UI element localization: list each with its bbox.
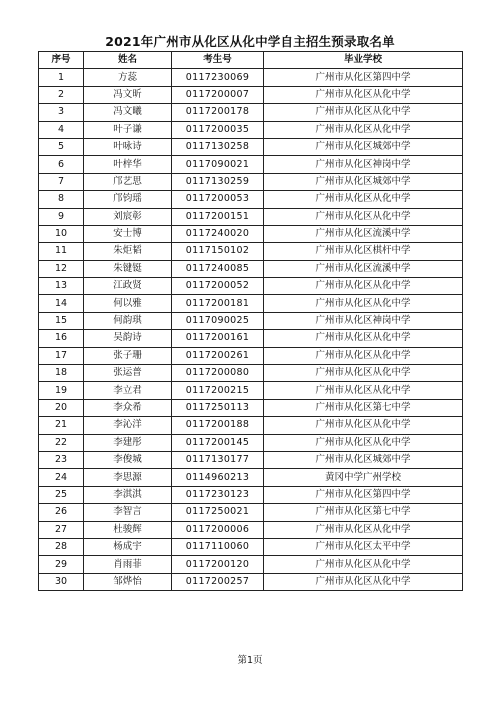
cell-name: 方蕊 bbox=[84, 69, 172, 86]
header-seq: 序号 bbox=[39, 52, 84, 69]
cell-name: 李俊城 bbox=[84, 451, 172, 468]
cell-school: 黄冈中学广州学校 bbox=[264, 469, 463, 486]
cell-exam-no: 0117130259 bbox=[172, 173, 264, 190]
cell-name: 李众希 bbox=[84, 399, 172, 416]
cell-name: 叶咏诗 bbox=[84, 138, 172, 155]
cell-name: 李智言 bbox=[84, 504, 172, 521]
cell-exam-no: 0117230123 bbox=[172, 486, 264, 503]
cell-name: 邹烨怡 bbox=[84, 573, 172, 590]
cell-school: 广州市从化区第四中学 bbox=[264, 486, 463, 503]
cell-name: 肖雨菲 bbox=[84, 556, 172, 573]
table-row bbox=[39, 330, 463, 347]
table-row bbox=[39, 156, 463, 173]
cell-seq: 28 bbox=[39, 538, 84, 555]
table-row bbox=[39, 399, 463, 416]
cell-exam-no: 0117200120 bbox=[172, 556, 264, 573]
cell-name: 杜骏辉 bbox=[84, 521, 172, 538]
cell-name: 吴韵诗 bbox=[84, 330, 172, 347]
cell-exam-no: 0117130258 bbox=[172, 138, 264, 155]
cell-seq: 4 bbox=[39, 121, 84, 138]
table-row bbox=[39, 295, 463, 312]
cell-seq: 13 bbox=[39, 278, 84, 295]
cell-school: 广州市从化区城郊中学 bbox=[264, 138, 463, 155]
table-row bbox=[39, 434, 463, 451]
cell-exam-no: 0117200188 bbox=[172, 417, 264, 434]
cell-name: 张运普 bbox=[84, 365, 172, 382]
cell-exam-no: 0117240020 bbox=[172, 225, 264, 242]
cell-exam-no: 0117090021 bbox=[172, 156, 264, 173]
cell-school: 广州市从化区从化中学 bbox=[264, 573, 463, 590]
cell-exam-no: 0117200007 bbox=[172, 86, 264, 103]
cell-school: 广州市从化区城郊中学 bbox=[264, 451, 463, 468]
table-row bbox=[39, 451, 463, 468]
cell-exam-no: 0114960213 bbox=[172, 469, 264, 486]
table-row bbox=[39, 104, 463, 121]
table-row bbox=[39, 486, 463, 503]
table-row bbox=[39, 86, 463, 103]
cell-exam-no: 0117200181 bbox=[172, 295, 264, 312]
cell-exam-no: 0117200006 bbox=[172, 521, 264, 538]
cell-name: 冯文昕 bbox=[84, 86, 172, 103]
cell-school: 广州市从化区棋杆中学 bbox=[264, 243, 463, 260]
cell-seq: 30 bbox=[39, 573, 84, 590]
cell-name: 李建彤 bbox=[84, 434, 172, 451]
cell-school: 广州市从化区第七中学 bbox=[264, 399, 463, 416]
table-row bbox=[39, 538, 463, 555]
cell-name: 邝艺思 bbox=[84, 173, 172, 190]
cell-exam-no: 0117200161 bbox=[172, 330, 264, 347]
cell-exam-no: 0117200178 bbox=[172, 104, 264, 121]
table-row bbox=[39, 573, 463, 590]
cell-exam-no: 0117200035 bbox=[172, 121, 264, 138]
cell-seq: 2 bbox=[39, 86, 84, 103]
cell-seq: 20 bbox=[39, 399, 84, 416]
cell-name: 李淇淇 bbox=[84, 486, 172, 503]
cell-name: 安士博 bbox=[84, 225, 172, 242]
table-row bbox=[39, 556, 463, 573]
table-row bbox=[39, 69, 463, 86]
cell-seq: 14 bbox=[39, 295, 84, 312]
cell-seq: 15 bbox=[39, 312, 84, 329]
header-exam-no: 考生号 bbox=[172, 52, 264, 69]
table-row bbox=[39, 260, 463, 277]
cell-school: 广州市从化区从化中学 bbox=[264, 434, 463, 451]
cell-school: 广州市从化区从化中学 bbox=[264, 208, 463, 225]
cell-name: 李沁洋 bbox=[84, 417, 172, 434]
cell-exam-no: 0117200080 bbox=[172, 365, 264, 382]
cell-seq: 6 bbox=[39, 156, 84, 173]
cell-school: 广州市从化区流溪中学 bbox=[264, 225, 463, 242]
cell-name: 叶梓华 bbox=[84, 156, 172, 173]
cell-name: 叶子谦 bbox=[84, 121, 172, 138]
cell-name: 杨成宇 bbox=[84, 538, 172, 555]
table-row bbox=[39, 382, 463, 399]
cell-exam-no: 0117090025 bbox=[172, 312, 264, 329]
table-row bbox=[39, 138, 463, 155]
cell-seq: 11 bbox=[39, 243, 84, 260]
cell-seq: 24 bbox=[39, 469, 84, 486]
cell-exam-no: 0117110060 bbox=[172, 538, 264, 555]
table-row bbox=[39, 365, 463, 382]
cell-seq: 27 bbox=[39, 521, 84, 538]
cell-seq: 9 bbox=[39, 208, 84, 225]
cell-school: 广州市从化区太平中学 bbox=[264, 538, 463, 555]
cell-seq: 3 bbox=[39, 104, 84, 121]
cell-seq: 10 bbox=[39, 225, 84, 242]
cell-school: 广州市从化区从化中学 bbox=[264, 417, 463, 434]
cell-seq: 19 bbox=[39, 382, 84, 399]
cell-exam-no: 0117200145 bbox=[172, 434, 264, 451]
cell-name: 朱键铤 bbox=[84, 260, 172, 277]
cell-name: 张子珊 bbox=[84, 347, 172, 364]
cell-seq: 7 bbox=[39, 173, 84, 190]
cell-exam-no: 0117200215 bbox=[172, 382, 264, 399]
table-row bbox=[39, 469, 463, 486]
cell-school: 广州市从化区流溪中学 bbox=[264, 260, 463, 277]
cell-school: 广州市从化区从化中学 bbox=[264, 382, 463, 399]
table-header bbox=[39, 52, 463, 69]
cell-exam-no: 0117130177 bbox=[172, 451, 264, 468]
cell-seq: 5 bbox=[39, 138, 84, 155]
cell-school: 广州市从化区从化中学 bbox=[264, 330, 463, 347]
cell-exam-no: 0117200053 bbox=[172, 191, 264, 208]
cell-name: 刘宸彰 bbox=[84, 208, 172, 225]
header-name: 姓名 bbox=[84, 52, 172, 69]
cell-seq: 23 bbox=[39, 451, 84, 468]
cell-name: 何以雅 bbox=[84, 295, 172, 312]
table-row bbox=[39, 173, 463, 190]
cell-exam-no: 0117200052 bbox=[172, 278, 264, 295]
table-row bbox=[39, 278, 463, 295]
table-row bbox=[39, 121, 463, 138]
cell-seq: 8 bbox=[39, 191, 84, 208]
cell-school: 广州市从化区从化中学 bbox=[264, 121, 463, 138]
table-row bbox=[39, 225, 463, 242]
cell-school: 广州市从化区城郊中学 bbox=[264, 173, 463, 190]
cell-school: 广州市从化区从化中学 bbox=[264, 86, 463, 103]
cell-seq: 17 bbox=[39, 347, 84, 364]
admission-list-table bbox=[38, 51, 463, 591]
cell-seq: 29 bbox=[39, 556, 84, 573]
cell-exam-no: 0117200151 bbox=[172, 208, 264, 225]
cell-school: 广州市从化区第四中学 bbox=[264, 69, 463, 86]
table-row bbox=[39, 521, 463, 538]
cell-school: 广州市从化区从化中学 bbox=[264, 191, 463, 208]
cell-name: 江政贤 bbox=[84, 278, 172, 295]
cell-exam-no: 0117250021 bbox=[172, 504, 264, 521]
cell-school: 广州市从化区从化中学 bbox=[264, 556, 463, 573]
cell-seq: 22 bbox=[39, 434, 84, 451]
cell-name: 朱炬韬 bbox=[84, 243, 172, 260]
cell-school: 广州市从化区第七中学 bbox=[264, 504, 463, 521]
header-school: 毕业学校 bbox=[264, 52, 463, 69]
cell-name: 冯文曦 bbox=[84, 104, 172, 121]
cell-school: 广州市从化区从化中学 bbox=[264, 347, 463, 364]
page-title: 2021年广州市从化区从化中学自主招生预录取名单 bbox=[105, 34, 395, 49]
table-body bbox=[39, 69, 463, 591]
cell-school: 广州市从化区从化中学 bbox=[264, 295, 463, 312]
table-row bbox=[39, 417, 463, 434]
cell-exam-no: 0117150102 bbox=[172, 243, 264, 260]
table-row bbox=[39, 208, 463, 225]
cell-name: 邝钧瑶 bbox=[84, 191, 172, 208]
table-row bbox=[39, 312, 463, 329]
cell-exam-no: 0117200257 bbox=[172, 573, 264, 590]
cell-exam-no: 0117200261 bbox=[172, 347, 264, 364]
table-row bbox=[39, 191, 463, 208]
cell-school: 广州市从化区从化中学 bbox=[264, 278, 463, 295]
cell-school: 广州市从化区从化中学 bbox=[264, 365, 463, 382]
cell-exam-no: 0117230069 bbox=[172, 69, 264, 86]
table-row bbox=[39, 243, 463, 260]
table-row bbox=[39, 504, 463, 521]
cell-seq: 1 bbox=[39, 69, 84, 86]
cell-seq: 12 bbox=[39, 260, 84, 277]
cell-school: 广州市从化区神岗中学 bbox=[264, 312, 463, 329]
cell-name: 何韵琪 bbox=[84, 312, 172, 329]
cell-school: 广州市从化区神岗中学 bbox=[264, 156, 463, 173]
cell-seq: 21 bbox=[39, 417, 84, 434]
cell-seq: 18 bbox=[39, 365, 84, 382]
cell-seq: 25 bbox=[39, 486, 84, 503]
cell-exam-no: 0117250113 bbox=[172, 399, 264, 416]
cell-seq: 26 bbox=[39, 504, 84, 521]
table-row bbox=[39, 347, 463, 364]
cell-name: 李思源 bbox=[84, 469, 172, 486]
cell-school: 广州市从化区从化中学 bbox=[264, 521, 463, 538]
cell-exam-no: 0117240085 bbox=[172, 260, 264, 277]
page-number: 第1页 bbox=[237, 655, 263, 666]
header-row bbox=[39, 52, 463, 69]
cell-name: 李立君 bbox=[84, 382, 172, 399]
cell-seq: 16 bbox=[39, 330, 84, 347]
cell-school: 广州市从化区从化中学 bbox=[264, 104, 463, 121]
